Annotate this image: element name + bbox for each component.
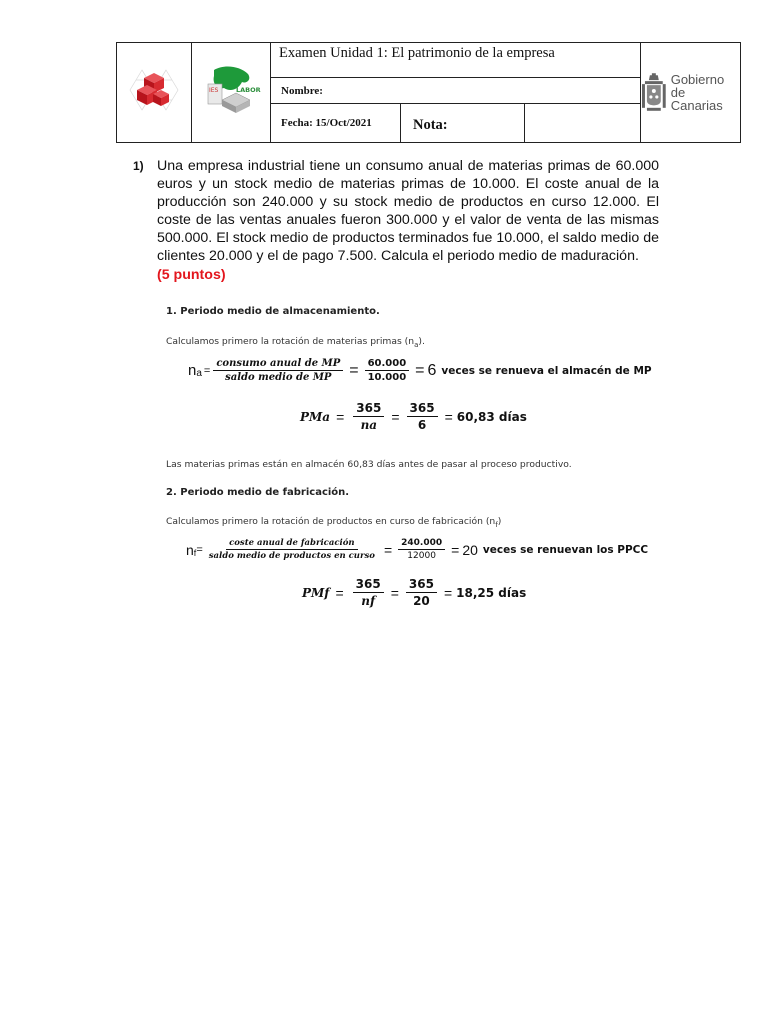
eq-equals: = [415,361,425,379]
eq-equals: = [336,408,345,425]
eq-lhs: PMa [300,409,331,424]
eq-numerator: 365 [353,401,384,417]
eq-equals: = [349,361,359,379]
equation-rotation-mp [188,358,652,383]
eq-lhs-sub: f [193,547,197,558]
eq-lhs: n [188,362,197,379]
cubes-logo-icon [126,62,182,118]
eq-fraction-numerator: consumo anual de MP [213,358,343,371]
eq-fraction-numerator: coste anual de fabricación [226,538,358,550]
question-number: 1) [133,159,144,173]
fecha-label: Fecha: 15/Oct/2021 [271,104,401,143]
question-text [157,157,659,284]
exam-title: Examen Unidad 1: El patrimonio de la empresa [271,43,641,78]
eq-equals: = [335,584,344,601]
eq-value-numerator: 60.000 [365,358,410,371]
section2-intro [166,516,501,529]
eq-fraction-values [398,538,445,561]
eq-fraction [406,577,437,608]
eq-value-denominator: 10.000 [367,372,407,383]
eq-lhs-sub: a [196,368,202,379]
nombre-label: Nombre: [271,78,641,104]
eq-fraction-denominator: saldo medio de productos en curso [208,551,375,561]
eq-fraction-words [206,538,378,561]
eq-numerator: 365 [353,577,384,593]
exam-header-table [116,42,741,143]
eq-result: 60,83 días [456,409,527,424]
svg-text:IES: IES [209,87,219,94]
eq-equals: = [390,584,399,601]
eq-result: 20 [462,541,478,558]
eq-fraction [353,401,384,432]
school-logo [192,43,271,143]
school-logo-text: LABOR [236,86,261,94]
eq-equals: = [443,584,453,601]
section2-heading: 2. Periodo medio de fabricación. [166,487,350,498]
eq-denominator: 6 [417,418,427,432]
school-logo-icon [200,62,262,118]
section1-intro-end: ). [418,336,425,347]
section2-intro-sub: f [495,520,498,529]
coat-of-arms-icon [641,73,667,113]
nota-value-cell [525,104,641,143]
eq-fraction-values [365,358,410,383]
nota-label: Nota: [401,104,525,143]
eq-fraction [353,577,384,608]
eq-lhs: PMf [302,585,330,600]
eq-fraction-denominator: saldo medio de MP [225,372,332,383]
section2-intro-text: Calculamos primero la rotación de productos en curso de fabricación (n [166,516,496,527]
eq-result: 6 [427,361,437,379]
eq-lhs-equals: = [196,543,203,556]
eq-value-numerator: 240.000 [398,538,445,550]
eq-equals: = [391,408,400,425]
eq-lhs: n [186,541,194,558]
section1-intro-sub: a [414,340,419,349]
eq-equals: = [451,541,460,558]
eq-value-denominator: 12000 [407,551,436,561]
eq-tail: veces se renuevan los PPCC [482,543,649,556]
eq-tail: veces se renueva el almacén de MP [441,364,652,377]
gov-logo-line2: de Canarias [670,85,723,113]
gobierno-canarias-logo [641,43,741,143]
cubes-logo [117,43,192,143]
eq-denominator: nf [361,594,376,608]
equation-rotation-ppcc [186,538,648,561]
section1-intro [166,336,425,349]
eq-equals: = [444,408,453,425]
section1-heading: 1. Periodo medio de almacenamiento. [166,306,380,317]
gov-logo-line1: Gobierno [670,72,725,87]
eq-result: 18,25 días [456,585,527,600]
eq-lhs-equals: = [203,364,211,377]
section1-intro-text: Calculamos primero la rotación de materias primas (n [166,336,415,347]
eq-numerator: 365 [407,401,438,417]
section1-note: Las materias primas están en almacén 60,83 días antes de pasar al proceso productivo. [166,459,572,470]
equation-pma [300,401,527,432]
section2-intro-end: ) [497,516,502,527]
eq-numerator: 365 [406,577,437,593]
question-points: (5 puntos) [157,266,226,283]
eq-equals: = [383,541,393,558]
eq-fraction [407,401,438,432]
eq-fraction-words [213,358,343,383]
eq-denominator: 20 [413,594,430,608]
question-body: Una empresa industrial tiene un consumo anual de materias primas de 60.000 euros y un stock medio de materias primas de 10.000. El coste anual de la producción son 240.000 y su stock medio de productos en curso 12.000. El coste de las ventas anuales fueron 300.000 y el valor de venta de las mismas 500.000. El stock medio de productos terminados fue 10.000, el saldo medio de clientes 20.000 y el de pago 7.500. Calcula el periodo medio de maduración. [157,158,659,265]
equation-pmf [302,577,526,608]
eq-denominator: na [360,418,378,432]
